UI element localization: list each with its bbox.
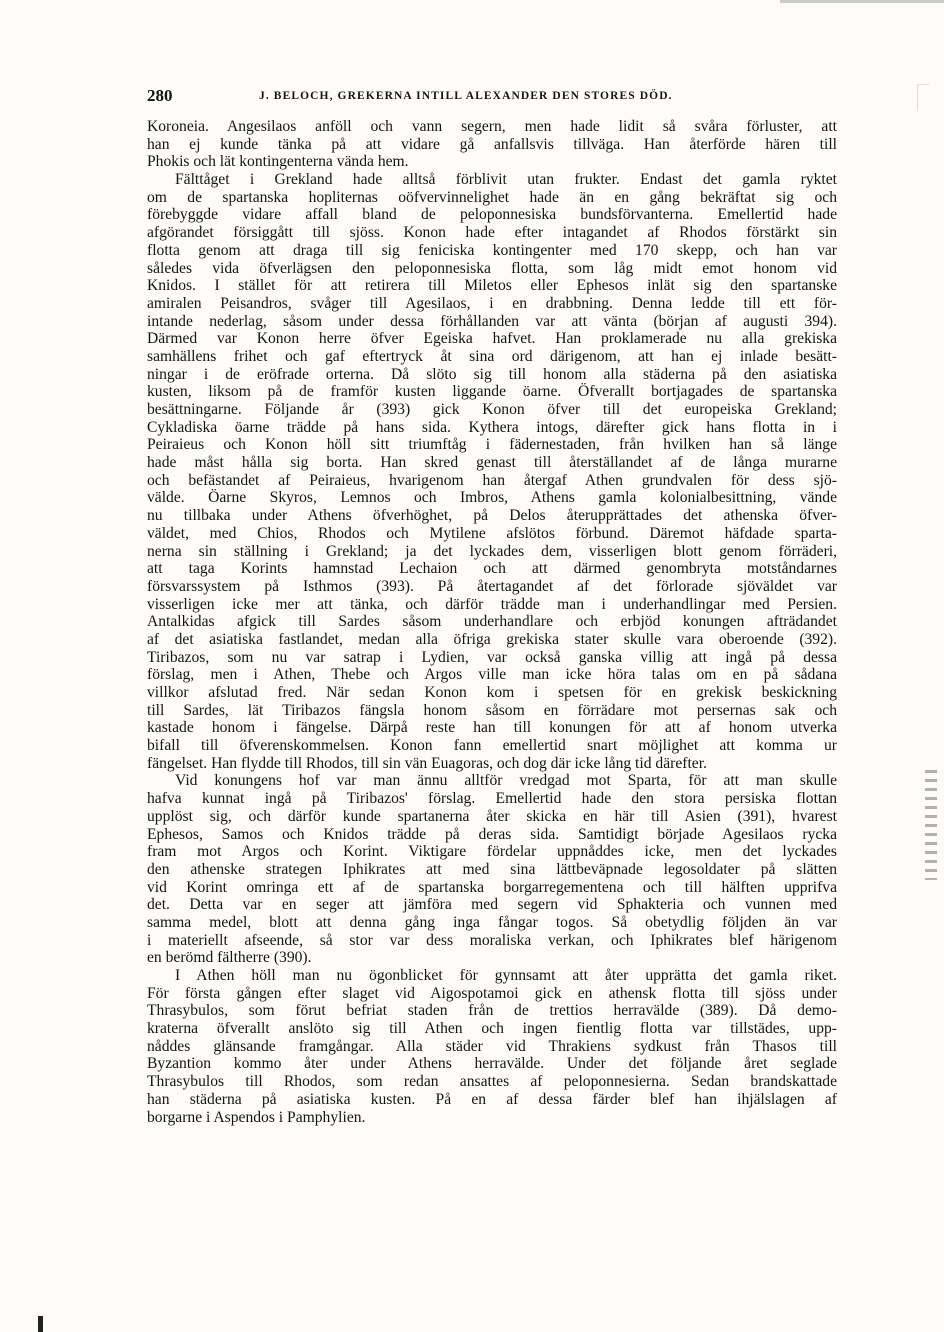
text-line: nåddes glänsande framgångar. Alla städer vid Thrakiens sydkust från Thasos till bbox=[147, 1037, 837, 1055]
text-line: den athenske strategen Iphikrates att med sina lättbeväpnade legosoldater på slätten bbox=[147, 860, 837, 878]
text-line: fram mot Argos och Korint. Viktigare fördelar uppnåddes icke, men det lyckades bbox=[147, 843, 837, 861]
text-line: af det asiatiska fastlandet, medan alla öfriga grekiska stater skulle vara oberoende (392). bbox=[147, 630, 837, 648]
text-line: bifall till öfverenskommelsen. Konon fann emellertid snart möjlighet att komma ur bbox=[147, 737, 837, 755]
text-line: Phokis och lät kontingenterna vända hem. bbox=[147, 153, 409, 171]
text-line: samhällens frihet och gaf eftertryck åt sina ord därigenom, att han ej inlade besätt- bbox=[147, 347, 837, 365]
text-line: att taga Korints hamnstad Lechaion och att därmed genombryta motståndarnes bbox=[147, 560, 837, 578]
text-line: Thrasybulos, som förut befriat staden från de trettios herravälde (389). Då demo- bbox=[147, 1002, 837, 1020]
margin-scan-mark bbox=[925, 770, 937, 880]
running-head: J. BELOCH, GREKERNA INTILL ALEXANDER DEN STORES DÖD. bbox=[259, 90, 673, 102]
text-line: borgarne i Aspendos i Pamphylien. bbox=[147, 1108, 366, 1126]
text-line: väldet, med Chios, Rhodos och Mytilene afslötos förbund. Däremot häfdade sparta- bbox=[147, 524, 837, 542]
text-line: till Sardes, lät Tiribazos fängsla honom såsom en förrädare mot persernas sak och bbox=[147, 701, 837, 719]
text-line: I Athen höll man nu ögonblicket för gynnsamt att åter upprätta det gamla riket. bbox=[175, 967, 837, 984]
text-line: För första gången efter slaget vid Aigospotamoi gick en athensk flotta till sjöss under bbox=[147, 984, 837, 1002]
text-line: hade måst hålla sig borta. Han skred genast till återställandet af de långa murarne bbox=[147, 454, 837, 472]
text-line: villkor afslutad fred. När sedan Konon kom i spetsen för en grekisk beskickning bbox=[147, 684, 837, 701]
body-text bbox=[147, 118, 837, 1126]
text-line: visserligen icke mer att tänka, och därför trädde man i underhandlingar med Persien. bbox=[147, 595, 837, 613]
text-line: en berömd fältherre (390). bbox=[147, 949, 312, 967]
text-line: och befästandet af Peiraieus, hvarigenom han återgaf Athen grundvalen för dess sjö- bbox=[147, 471, 837, 489]
text-line: Fälttåget i Grekland hade alltså förblivit utan frukter. Endast det gamla ryktet bbox=[175, 171, 837, 189]
text-line: kraterna öfverallt anslöto sig till Athen och ingen fientlig flotta var tillstädes, upp- bbox=[147, 1020, 837, 1038]
text-line: afgörandet försiggått till sjöss. Konon hade efter intagandet af Rhodos förstärkt sin bbox=[147, 224, 837, 242]
text-line: samma medel, blott att denna gång inga fångar togos. Så obetydlig följden än var bbox=[147, 913, 837, 931]
text-line: i materiellt afseende, så stor var dess moraliska verkan, och Iphikrates blef härigenom bbox=[147, 931, 837, 949]
text-line: Cykladiska öarne trädde på hans sida. Kythera intogs, därefter gick hans flotta in i bbox=[147, 418, 837, 436]
text-line: förebyggde vidare affall bland de peloponnesiska bundsförvanterna. Emellertid hade bbox=[147, 206, 837, 224]
text-line: Tiribazos, som nu var satrap i Lydien, var också ganska villig att ingå på dessa bbox=[147, 648, 837, 666]
text-line: ningar i de eröfrade orterna. Då slöto sig till honom alla städerna på den asiatiska bbox=[147, 365, 837, 383]
text-line: fängelset. Han flydde till Rhodos, till sin vän Euagoras, och dog där icke lång tid därefter. bbox=[147, 754, 707, 772]
text-line: upplöst sig, och därför kunde spartanerna åter skicka en här till Asien (391), hvarest bbox=[147, 807, 837, 825]
scan-corner-mark bbox=[917, 84, 930, 111]
text-line: nerna sin ställning i Grekland; ja det lyckades dem, visserligen blott genom förräderi, bbox=[147, 542, 837, 560]
text-line: kastade honom i fängelse. Därpå reste han till konungen för att af honom utverka bbox=[147, 719, 837, 737]
text-line: förslag, men i Athen, Thebe och Argos ville man icke höra talas om en på sådana bbox=[147, 666, 837, 684]
scan-bottom-mark bbox=[38, 1316, 43, 1332]
text-line: Byzantion kommo åter under Athens herravälde. Under det följande året seglade bbox=[147, 1055, 837, 1073]
text-line: hafva kunnat ingå på Tiribazos' förslag. Emellertid hade den stora persiska flottan bbox=[147, 790, 837, 808]
text-line: Knidos. I stället för att retirera till Miletos eller Ephesos inlät sig den spartanske bbox=[147, 277, 837, 295]
text-line: Thrasybulos till Rhodos, som redan ansattes af peloponnesierna. Sedan brandskattade bbox=[147, 1073, 837, 1091]
text-line: således vida öfverlägsen den peloponnesiska flotta, som låg midt emot honom vid bbox=[147, 259, 837, 277]
text-line: nu tillbaka under Athens öfverhöghet, på Delos återupprättades det athenska öfver- bbox=[147, 507, 837, 525]
text-line: amiralen Peisandros, svåger till Agesilaos, i en drabbning. Denna ledde till ett för- bbox=[147, 294, 837, 312]
text-line: han städerna på asiatiska kusten. På en af dessa färder blef han ihjälslagen af bbox=[147, 1090, 837, 1108]
text-line: vid Korint omringa ett af de spartanska borgarregementena och till hälften upprifva bbox=[147, 878, 837, 896]
text-line: flotta genom att draga till sig feniciska kontingenter med 170 skepp, och han var bbox=[147, 241, 837, 259]
text-line: intande nederlag, såsom under dessa förhållanden var att vänta (början af augusti 394). bbox=[147, 312, 837, 330]
text-line: Koroneia. Angesilaos anföll och vann segern, men hade lidit så svåra förluster, att bbox=[147, 118, 837, 135]
text-line: välde. Öarne Skyros, Lemnos och Imbros, Athens gamla kolonialbesittning, vände bbox=[147, 489, 837, 507]
page-header bbox=[147, 86, 837, 108]
text-line: besättningarne. Följande år (393) gick Konon öfver till det europeiska Grekland; bbox=[147, 401, 837, 418]
text-line: Därmed var Konon herre öfver Egeiska hafvet. Han proklamerade nu alla grekiska bbox=[147, 330, 837, 348]
scan-edge-mark bbox=[780, 0, 944, 3]
text-line: försvarssystem på Isthmos (393). På återtagandet af det förlorade sjöväldet var bbox=[147, 577, 837, 595]
text-line: om de spartanska hopliternas oöfvervinnelighet hade än en gång bekräftat sig och bbox=[147, 188, 837, 206]
text-line: han ej kunde tänka på att vidare gå anfallsvis tillväga. Han återförde hären till bbox=[147, 135, 837, 153]
text-line: Ephesos, Samos och Knidos trädde på deras sida. Samtidigt började Agesilaos rycka bbox=[147, 825, 837, 843]
text-line: Vid konungens hof var man ännu alltför vredgad mot Sparta, för att man skulle bbox=[175, 772, 837, 790]
text-line: det. Detta var en seger att jämföra med segern vid Sphakteria och vunnen med bbox=[147, 896, 837, 914]
text-line: Antalkidas afgick till Sardes såsom underhandlare och erbjöd konungen afträdandet bbox=[147, 613, 837, 631]
page-number: 280 bbox=[147, 86, 173, 105]
text-line: kusten, liksom på de framför kusten liggande öarne. Öfverallt bortjagades de spartanska bbox=[147, 383, 837, 401]
text-line: Peiraieus och Konon höll sitt triumftåg i fädernestaden, från hvilken han så länge bbox=[147, 436, 837, 454]
